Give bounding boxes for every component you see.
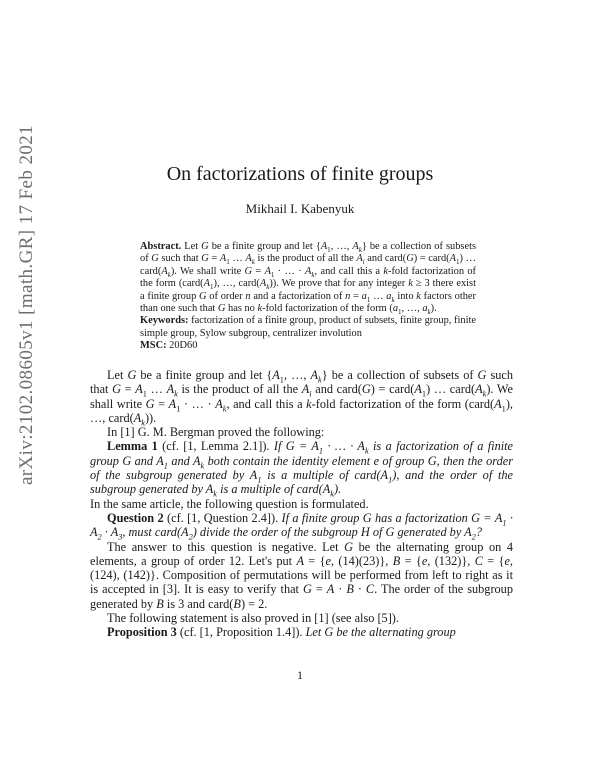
- paper-author: Mikhail I. Kabenyuk: [245, 201, 355, 216]
- page-number: 1: [297, 668, 303, 682]
- keywords-text: factorization of a finite group, product of subsets, finite group, finite simple group, Sylow subgroup, centralizer involution: [140, 315, 476, 339]
- keywords-label: Keywords:: [140, 315, 189, 327]
- paragraph-definitions: Let G be a finite group and let {$A_1$, …, $A_k$} be a collection of subsets of G such that $G = A_1$ … $A_k$ is the product of all the $A_i$ and card(G) = $card(A_1)$ … $card(A_k)$. We shall write $G = A_1$ · … · $A_k$, and call this a k-fold factorization of the form ($card(A_1)$, …, $card(A_k)$).: [90, 368, 513, 428]
- msc-text: 20D60: [166, 340, 198, 352]
- arxiv-watermark: arXiv:2102.08605v1 [math.GR] 17 Feb 2021: [16, 124, 37, 486]
- paragraph-same-article: In the same article, the following question is formulated.: [90, 496, 369, 511]
- paragraph-question-2: Question 2 (cf. [1, Question 2.4]). If a finite group G has a factorization $G = A_1 \cdot A_2 \cdot A_3$, must $card(A_2)$ divide the order of the subgroup H of G generated by $A_2$?: [90, 510, 513, 542]
- paper-body: [90, 368, 513, 640]
- msc-label: MSC:: [140, 340, 167, 352]
- paragraph-lemma-1: Lemma 1 (cf. [1, Lemma 2.1]). If $G = A_1$ · … · $A_k$ is a factorization of a finite group G and $A_1$ and $A_k$ both contain the identity element e of group G, then the order of the subgroup generated by $A_1$ is a multiple of $card(A_1)$, and the order of the subgroup generated by $A_k$ is a multiple of $card(A_k)$.: [90, 439, 514, 499]
- abstract-section: [140, 241, 476, 353]
- paragraph-counterexample: The answer to this question is negative. Let G be the alternating group on 4 elements, a group of order 12. Let's put A = {e, (14)(23)}, B = {e, (132)}, C = {e, (124), (142)}. Composition of permutations will be performed from left to right as it is accepted in [3]. It is easy to verify that G = A · B · C. The order of the subgroup generated by B is 3 and card(B) = 2.: [90, 539, 513, 611]
- msc-line: [140, 340, 476, 352]
- paragraph-proposition-3: Proposition 3 (cf. [1, Proposition 1.4]). Let G be the alternating group: [107, 625, 456, 640]
- abstract-text: Abstract. Let G be a finite group and let {$A_1$, …, $A_k$} be a collection of subsets of G such that $G = A_1$ … $A_k$ is the product of all the $A_i$ and card(G) = $card(A_1)$ … $card(A_k)$. We shall write $G = A_1$ · … · $A_k$, and call this a k-fold factorization of the form ($card(A_1)$, …, $card(A_k)$). We prove that for any integer k ≥ 3 there exist a finite group G of order n and a factorization of $n = a_1$ … $a_k$ into k factors other than one such that G has no k-fold factorization of the form ($a_1$, …, $a_k$).: [140, 241, 477, 317]
- paragraph-bergman-reference: In [1] G. M. Bergman proved the following:: [107, 425, 325, 440]
- keywords-line: [140, 315, 476, 340]
- paragraph-following-statement: The following statement is also proved in [1] (see also [5]).: [107, 611, 399, 626]
- paper-title: On factorizations of finite groups: [166, 163, 434, 185]
